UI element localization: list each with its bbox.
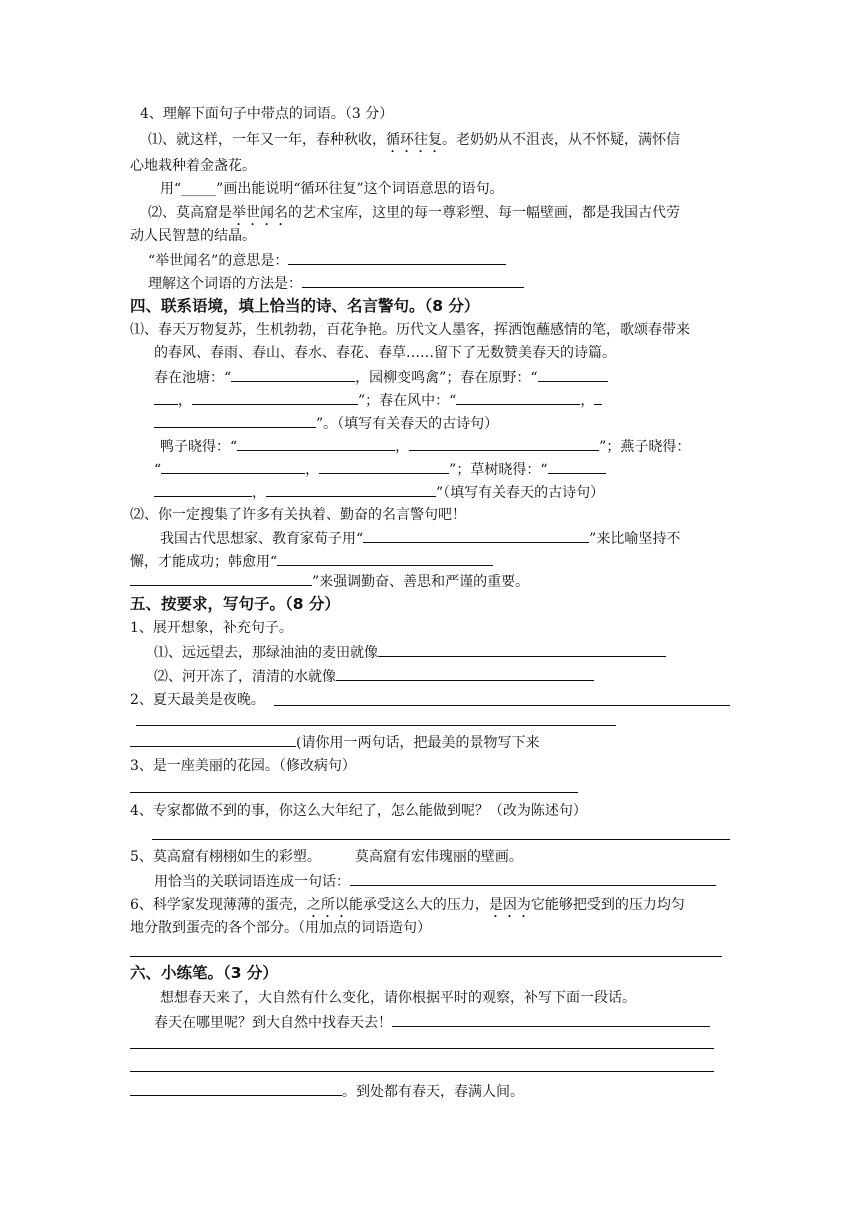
q4-task-1: 用“_____”画出能说明“循环往复”这个词语意思的语句。 [160, 181, 504, 197]
answer-blank[interactable] [130, 1080, 342, 1096]
sec4-han-line: 懈，才能成功；韩愈用“ [130, 550, 493, 573]
sec5-q2: 2、夏天最美是夜晚。 [130, 692, 265, 708]
dotted-phrase: 是因为 [488, 897, 531, 913]
inline-blank: _____ [181, 181, 217, 197]
answer-blank[interactable] [350, 870, 716, 886]
answer-blank[interactable] [130, 731, 296, 747]
sec5-q1a: ⑴、远远望去，那绿油油的麦田就像 [154, 641, 666, 664]
answer-blank[interactable] [392, 1011, 710, 1027]
answer-blank[interactable] [538, 366, 608, 382]
sec5-q5-task: 用恰当的关联词语连成一句话： [154, 870, 716, 893]
dotted-phrase: 循环往复 [386, 132, 442, 148]
answer-blank[interactable] [363, 527, 589, 543]
answer-blank[interactable] [237, 435, 395, 451]
sec4-poem-note-1: ”。（填写有关春天的古诗句） [154, 412, 498, 435]
answer-blank[interactable] [154, 481, 252, 497]
answer-line[interactable] [130, 1071, 714, 1072]
q4-sentence-2: ⑵、莫高窟是举世闻名的艺术宝库，这里的每一尊彩塑、每一幅壁画，都是我国古代劳 [148, 205, 680, 221]
answer-blank[interactable] [192, 389, 358, 405]
answer-line[interactable] [130, 792, 578, 793]
sec6-start: 春天在哪里呢？到大自然中找春天去！ [154, 1011, 710, 1034]
sec5-q5: 5、莫高窟有栩栩如生的彩塑。 莫高窟有宏伟瑰丽的壁画。 [130, 849, 523, 865]
sec5-q3: 3、是一座美丽的花园。（修改病句） [130, 758, 356, 774]
q4-sentence-1-cont: 心地栽种着金盏花。 [130, 158, 256, 174]
q4-sentence-2-cont: 动人民智慧的结晶。 [130, 228, 256, 244]
section-5-heading: 五、按要求，写句子。（8 分） [130, 595, 340, 613]
q4-method-prompt: 理解这个词语的方法是： [148, 272, 524, 295]
section-6-heading: 六、小练笔。（3 分） [130, 964, 278, 982]
dotted-phrase: 举世闻名 [232, 205, 288, 221]
sec4-han-line-end: ”来强调勤奋、善思和严谨的重要。 [130, 570, 529, 593]
answer-line[interactable] [274, 705, 730, 706]
sec5-q4: 4、专家都做不到的事，你这么大年纪了，怎么能做到呢？（改为陈述句） [130, 803, 587, 819]
answer-blank[interactable] [154, 412, 316, 428]
sec4-para-2: ⑵、你一定搜集了许多有关执着、勤奋的名言警句吧！ [130, 507, 466, 523]
q4-title: 4、理解下面句子中带点的词语。（3 分） [140, 106, 394, 122]
sec5-q2-note: (请你用一两句话，把最美的景物写下来 [130, 731, 539, 754]
answer-blank[interactable] [456, 389, 580, 405]
answer-blank[interactable] [336, 665, 594, 681]
sec4-duck-line: 鸭子晓得：“ ， ”；燕子晓得： [160, 435, 690, 458]
answer-blank[interactable] [594, 389, 602, 405]
sec5-q1: 1、展开想象，补充句子。 [130, 620, 293, 636]
answer-blank[interactable] [409, 435, 599, 451]
answer-line[interactable] [152, 839, 730, 840]
answer-blank[interactable] [378, 641, 666, 657]
answer-blank[interactable] [302, 272, 524, 288]
answer-blank[interactable] [319, 458, 449, 474]
sec4-pond-line: 春在池塘：“ ，园柳变鸣禽”；春在原野：“ [154, 366, 608, 389]
sec5-q6: 6、科学家发现薄薄的蛋壳，之所以能承受这么大的压力，是因为它能够把受到的压力均匀 [130, 897, 685, 913]
dotted-phrase: 之所以 [306, 897, 349, 913]
answer-blank[interactable] [288, 249, 506, 265]
section-4-heading: 四、联系语境，填上恰当的诗、名言警句。（8 分） [130, 297, 480, 315]
answer-blank[interactable] [130, 570, 312, 586]
sec4-poem-note-2: ， ”（填写有关春天的古诗句） [154, 481, 604, 504]
sec4-xunzi-line: 我国古代思想家、教育家荀子用“ ”来比喻坚持不 [160, 527, 680, 550]
sec6-intro: 想想春天来了，大自然有什么变化，请你根据平时的观察，补写下面一段话。 [160, 990, 636, 1006]
answer-blank[interactable] [231, 366, 355, 382]
answer-line[interactable] [136, 725, 616, 726]
q4-sentence-1: ⑴、就这样，一年又一年，春种秋收，循环往复。老奶奶从不沮丧，从不怀疑，满怀信 [148, 132, 680, 148]
answer-blank[interactable] [161, 458, 305, 474]
answer-blank[interactable] [266, 481, 436, 497]
sec4-para-1-cont: 的春风、春雨、春山、春水、春花、春草……留下了无数赞美春天的诗篇。 [154, 345, 616, 361]
answer-blank[interactable] [548, 458, 606, 474]
sec5-q6-cont: 地分散到蛋壳的各个部分。（用加点的词语造句） [130, 920, 431, 936]
sec4-para-1: ⑴、春天万物复苏，生机勃勃，百花争艳。历代文人墨客，挥洒饱蘸感情的笔，歌颂春带来 [130, 322, 690, 338]
answer-blank[interactable] [154, 389, 178, 405]
sec4-grass-line: “ ， ”；草树晓得：“ [154, 458, 606, 481]
sec6-end: 。到处都有春天，春满人间。 [130, 1080, 524, 1103]
sec5-q1b: ⑵、河开冻了，清清的水就像 [154, 665, 594, 688]
q4-meaning-prompt: “举世闻名”的意思是： [148, 249, 506, 272]
sec4-wind-line: ， ”；春在风中：“ ， [154, 389, 602, 412]
answer-line[interactable] [130, 956, 722, 957]
answer-line[interactable] [130, 1048, 714, 1049]
answer-blank[interactable] [277, 550, 493, 566]
